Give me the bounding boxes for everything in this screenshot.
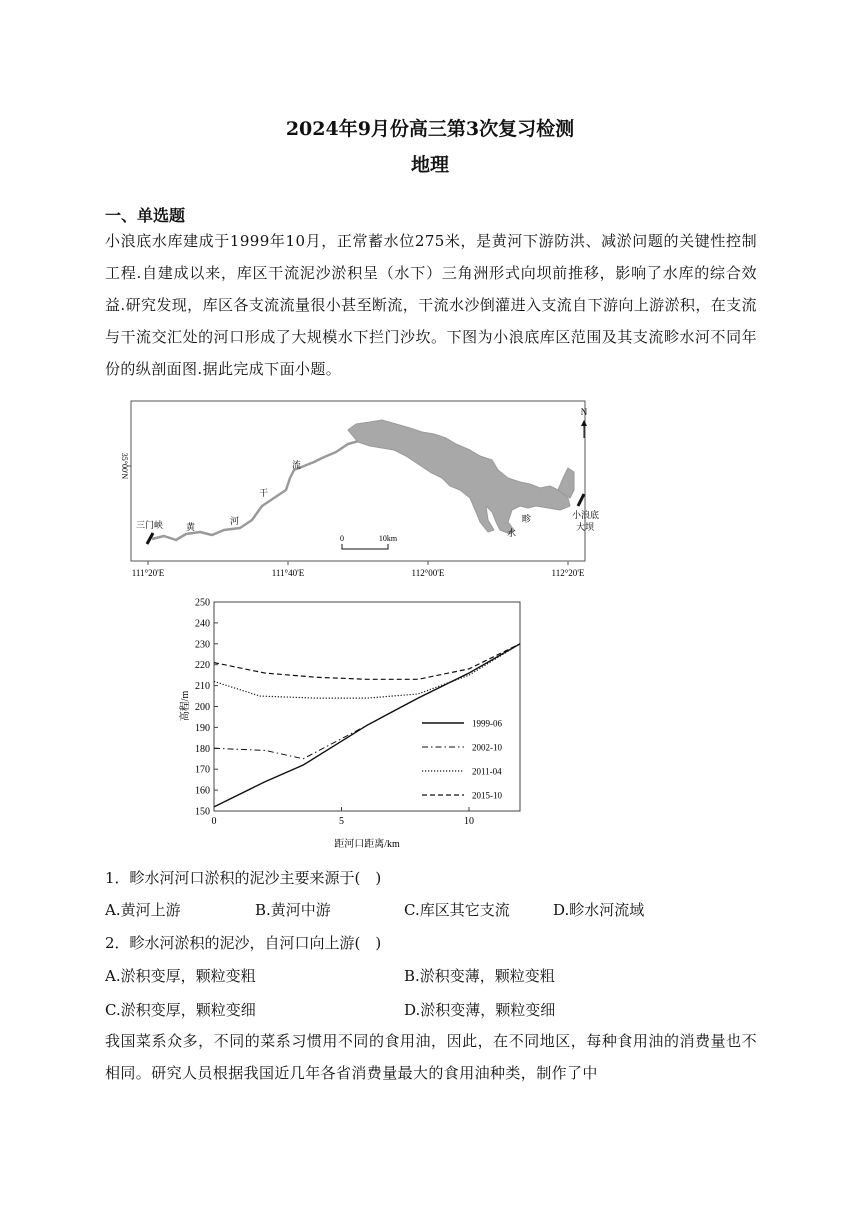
dam-label-1: 小浪底	[572, 510, 600, 520]
q2-option-d[interactable]: D.淤积变薄，颗粒变细	[404, 1001, 556, 1019]
dam-label-2: 大坝	[576, 522, 595, 532]
y-tick-label: 230	[195, 639, 210, 651]
y-tick-label: 180	[195, 743, 210, 755]
y-tick-label: 210	[195, 681, 210, 693]
y-tick-label: 220	[195, 660, 210, 672]
subject-title: 地理	[410, 154, 449, 176]
river-label-gan: 干	[259, 488, 269, 498]
q1-option-d[interactable]: D.畛水河流域	[553, 901, 645, 919]
legend-label: 2011-04	[472, 766, 502, 777]
q2-option-c[interactable]: C.淤积变厚，颗粒变细	[105, 1001, 256, 1019]
q2-option-a[interactable]: A.淤积变厚，颗粒变粗	[105, 967, 256, 985]
plot-frame	[214, 602, 520, 811]
passage-2: 我国菜系众多，不同的菜系习惯用不同的食用油，因此，在不同地区，每种食用油的消费量也不相同。研究人员根据我国近几年各省消费量最大的食用油种类，制作了中	[105, 1032, 757, 1082]
question-2-stem: 2．畛水河淤积的泥沙，自河口向上游( )	[105, 934, 382, 952]
lon-label-3: 112°00'E	[411, 568, 445, 578]
q1-option-b[interactable]: B.黄河中游	[255, 901, 331, 919]
river-label-he: 河	[230, 516, 240, 526]
x-tick-label: 0	[211, 816, 217, 827]
y-tick-label: 250	[195, 597, 210, 609]
exam-title: 2024年9月份高三第3次复习检测	[285, 118, 575, 140]
scale-zero: 0	[340, 534, 344, 543]
lat-label: 35°00'N	[120, 452, 129, 480]
series-line-2002-10	[214, 644, 520, 759]
reservoir-map	[100, 398, 600, 580]
legend-label: 2015-10	[472, 790, 502, 801]
reservoir-water-body	[152, 420, 574, 540]
series-line-2015-10	[214, 644, 520, 680]
north-label: N	[580, 407, 588, 417]
x-tick-label: 10	[464, 816, 474, 827]
passage-1: 小浪底水库建成于1999年10月，正常蓄水位275米，是黄河下游防洪、减淤问题的关键性控制工程.自建成以来，库区干流泥沙淤积呈（水下）三角洲形式向坝前推移，影响了水库的综合效益.研究发现，库区各支流流量很小甚至断流，干流水沙倒灌进入支流自下游向上游淤积，在支流与干流交汇处的河口形成了大规模水下拦门沙坎。下图为小浪底库区范围及其支流畛水河不同年份的纵剖面图.据此完成下面小题。	[105, 232, 757, 378]
q1-option-c[interactable]: C.库区其它支流	[404, 901, 510, 919]
y-tick-label: 190	[195, 722, 210, 734]
series-line-2011-04	[214, 644, 520, 698]
scale-bar	[340, 534, 398, 549]
y-tick-label: 200	[195, 702, 210, 713]
y-axis-label: 高程/m	[180, 690, 191, 722]
river-label-liu: 流	[292, 460, 302, 470]
q1-option-a[interactable]: A.黄河上游	[105, 901, 181, 919]
lon-label-1: 111°20'E	[131, 568, 165, 578]
y-tick-label: 240	[195, 618, 210, 630]
river-label-huang: 黄	[186, 522, 196, 532]
zhen-label: 畛	[522, 514, 532, 524]
legend-label: 1999-06	[472, 718, 502, 729]
question-1-stem: 1．畛水河河口淤积的泥沙主要来源于( )	[105, 869, 382, 887]
scale-label: 10km	[378, 534, 398, 543]
shui-label: 水	[507, 528, 517, 538]
x-axis-label: 距河口距离/km	[334, 839, 400, 850]
lon-label-4: 112°20'E	[551, 568, 585, 578]
legend-label: 2002-10	[472, 742, 502, 753]
profile-chart	[176, 592, 536, 854]
q2-option-b[interactable]: B.淤积变薄，颗粒变粗	[404, 967, 555, 985]
sanmenxia-label: 三门峡	[136, 520, 164, 530]
y-tick-label: 150	[195, 806, 210, 818]
dam-marker	[578, 494, 584, 506]
y-tick-label: 160	[195, 785, 210, 797]
x-tick-label: 5	[339, 816, 344, 827]
y-tick-label: 170	[195, 764, 210, 776]
lon-label-2: 111°40'E	[271, 568, 305, 578]
section-heading: 一、单选题	[105, 206, 186, 225]
